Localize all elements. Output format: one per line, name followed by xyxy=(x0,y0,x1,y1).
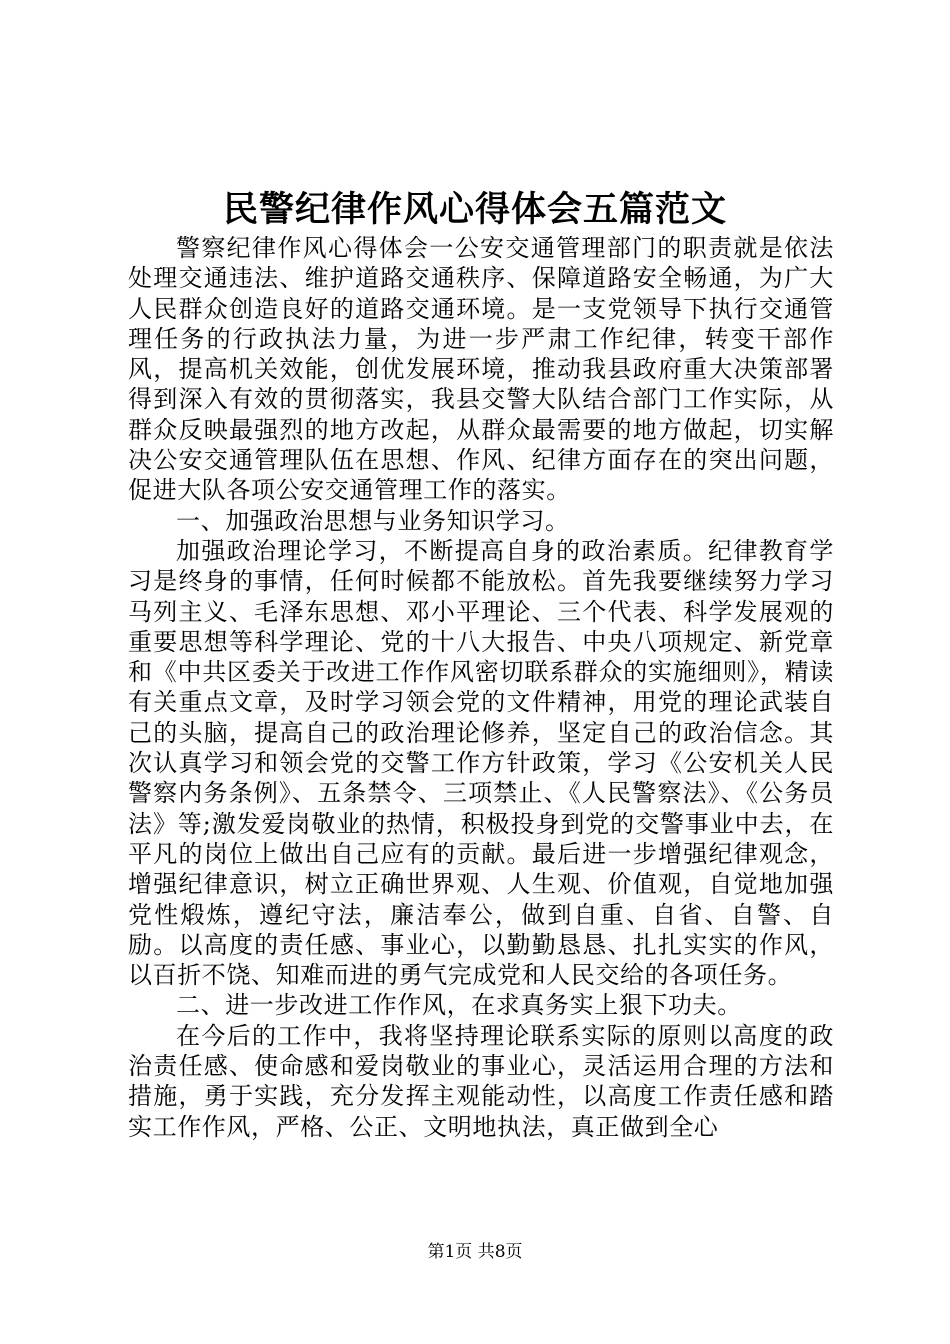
page-footer: 第1页 共8页 xyxy=(427,1242,523,1262)
paragraph-intro: 警察纪律作风心得体会一公安交通管理部门的职责就是依法处理交通违法、维护道路交通秩序、保障道路安全畅通，为广大人民群众创造良好的道路交通环境。是一支党领导下执行交通管理任务的行政执法力量，为进一步严肃工作纪律，转变干部作风，提高机关效能，创优发展环境，推动我县政府重大决策部署得到深入有效的贯彻落实，我县交警大队结合部门工作实际，从群众反映最强烈的地方改起，从群众最需要的地方做起，切实解决公安交通管理队伍在思想、作风、纪律方面存在的突出问题，促进大队各项公安交通管理工作的落实。 xyxy=(128,234,834,505)
document-title: 民警纪律作风心得体会五篇范文 xyxy=(222,189,727,230)
document-body xyxy=(128,233,834,1142)
paragraph-section-2: 在今后的工作中，我将坚持理论联系实际的原则以高度的政治责任感、使命感和爱岗敬业的事业心，灵活运用合理的方法和措施，勇于实践，充分发挥主观能动性，以高度工作责任感和踏实工作作风，严格、公正、文明地执法，真正做到全心 xyxy=(128,1021,834,1141)
paragraph-section-1: 加强政治理论学习，不断提高自身的政治素质。纪律教育学习是终身的事情，任何时候都不能放松。首先我要继续努力学习马列主义、毛泽东思想、邓小平理论、三个代表、科学发展观的重要思想等科学理论、党的十八大报告、中央八项规定、新党章和《中共区委关于改进工作作风密切联系群众的实施细则》，精读有关重点文章，及时学习领会党的文件精神，用党的理论武装自己的头脑，提高自己的政治理论修养，坚定自己的政治信念。其次认真学习和领会党的交警工作方针政策，学习《公安机关人民警察内务条例》、五条禁令、三项禁止、《人民警察法》、《公务员法》等;激发爱岗敬业的热情，积极投身到党的交警事业中去，在平凡的岗位上做出自己应有的贡献。最后进一步增强纪律观念，增强纪律意识，树立正确世界观、人生观、价值观，自觉地加强党性煅炼，遵纪守法，廉洁奉公，做到自重、自省、自警、自励。以高度的责任感、事业心，以勤勤恳恳、扎扎实实的作风，以百折不饶、知难而进的勇气完成党和人民交给的各项任务。 xyxy=(128,536,834,990)
section-heading-1: 一、加强政治思想与业务知识学习。 xyxy=(176,506,570,535)
section-heading-2: 二、进一步改进工作作风，在求真务实上狠下功夫。 xyxy=(176,991,742,1020)
